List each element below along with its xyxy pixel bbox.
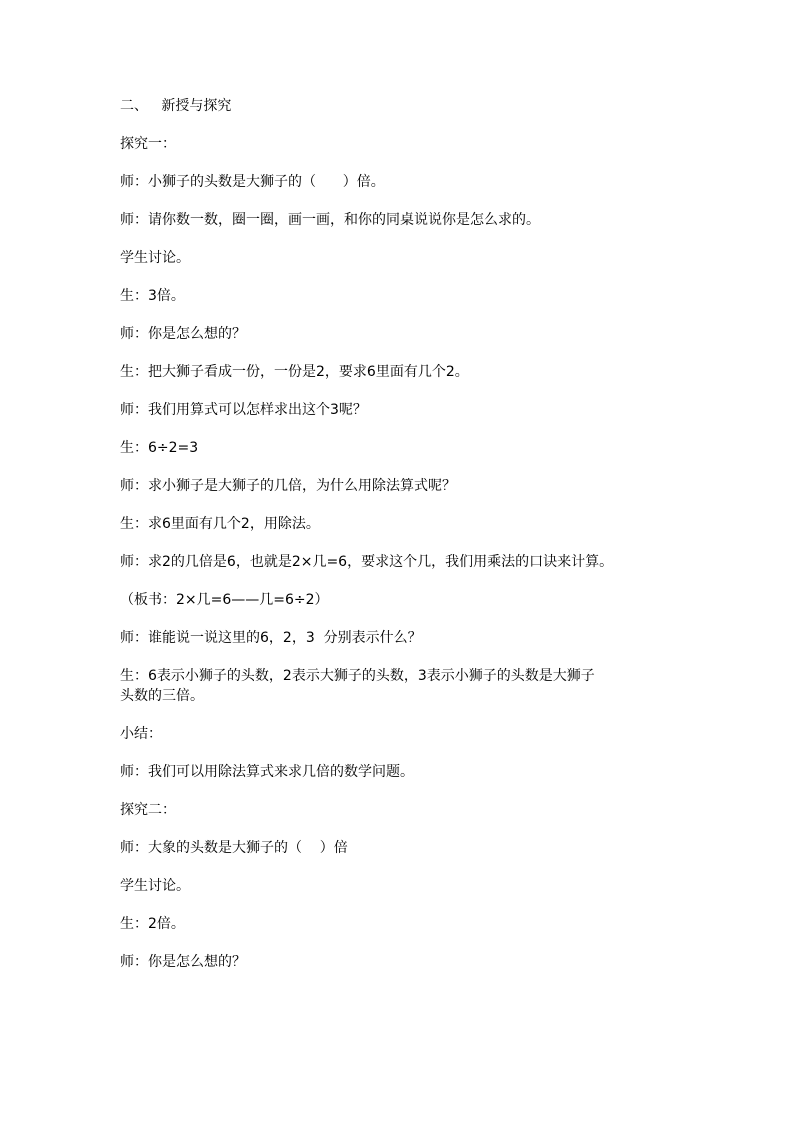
paragraph: 师：你是怎么想的？ — [120, 954, 246, 970]
paragraph: 师：大象的头数是大狮子的（ ）倍 — [120, 840, 348, 856]
paragraph: 生：3倍。 — [120, 288, 185, 304]
document-body — [120, 96, 680, 990]
paragraph: 生：6表示小狮子的头数，2表示大狮子的头数，3表示小狮子的头数是大狮子 头数的三倍。 — [120, 668, 595, 704]
paragraph: 学生讨论。 — [120, 250, 190, 266]
paragraph: 师：求小狮子是大狮子的几倍，为什么用除法算式呢？ — [120, 478, 456, 494]
subheading-explore-1: 探究一： — [120, 136, 176, 152]
paragraph: 生：6÷2=3 — [120, 440, 199, 456]
paragraph: 学生讨论。 — [120, 878, 190, 894]
paragraph: 师：你是怎么想的？ — [120, 326, 246, 342]
paragraph: 生：把大狮子看成一份，一份是2，要求6里面有几个2。 — [120, 364, 469, 380]
paragraph: 生：2倍。 — [120, 916, 185, 932]
board-note: （板书：2×几=6——几=6÷2） — [120, 592, 329, 608]
paragraph: 生：求6里面有几个2，用除法。 — [120, 516, 320, 532]
paragraph: 师：小狮子的头数是大狮子的（ ）倍。 — [120, 174, 385, 190]
paragraph: 师：请你数一数，圈一圈，画一画，和你的同桌说说你是怎么求的。 — [120, 212, 540, 228]
subheading-summary: 小结： — [120, 726, 162, 742]
paragraph: 师：求2的几倍是6，也就是2×几=6，要求这个几，我们用乘法的口诀来计算。 — [120, 554, 614, 570]
paragraph: 师：我们用算式可以怎样求出这个3呢？ — [120, 402, 367, 418]
subheading-explore-2: 探究二： — [120, 802, 176, 818]
paragraph: 师：谁能说一说这里的6，2，3 分别表示什么？ — [120, 630, 422, 646]
paragraph: 师：我们可以用除法算式来求几倍的数学问题。 — [120, 764, 414, 780]
section-heading: 二、 新授与探究 — [120, 98, 232, 114]
